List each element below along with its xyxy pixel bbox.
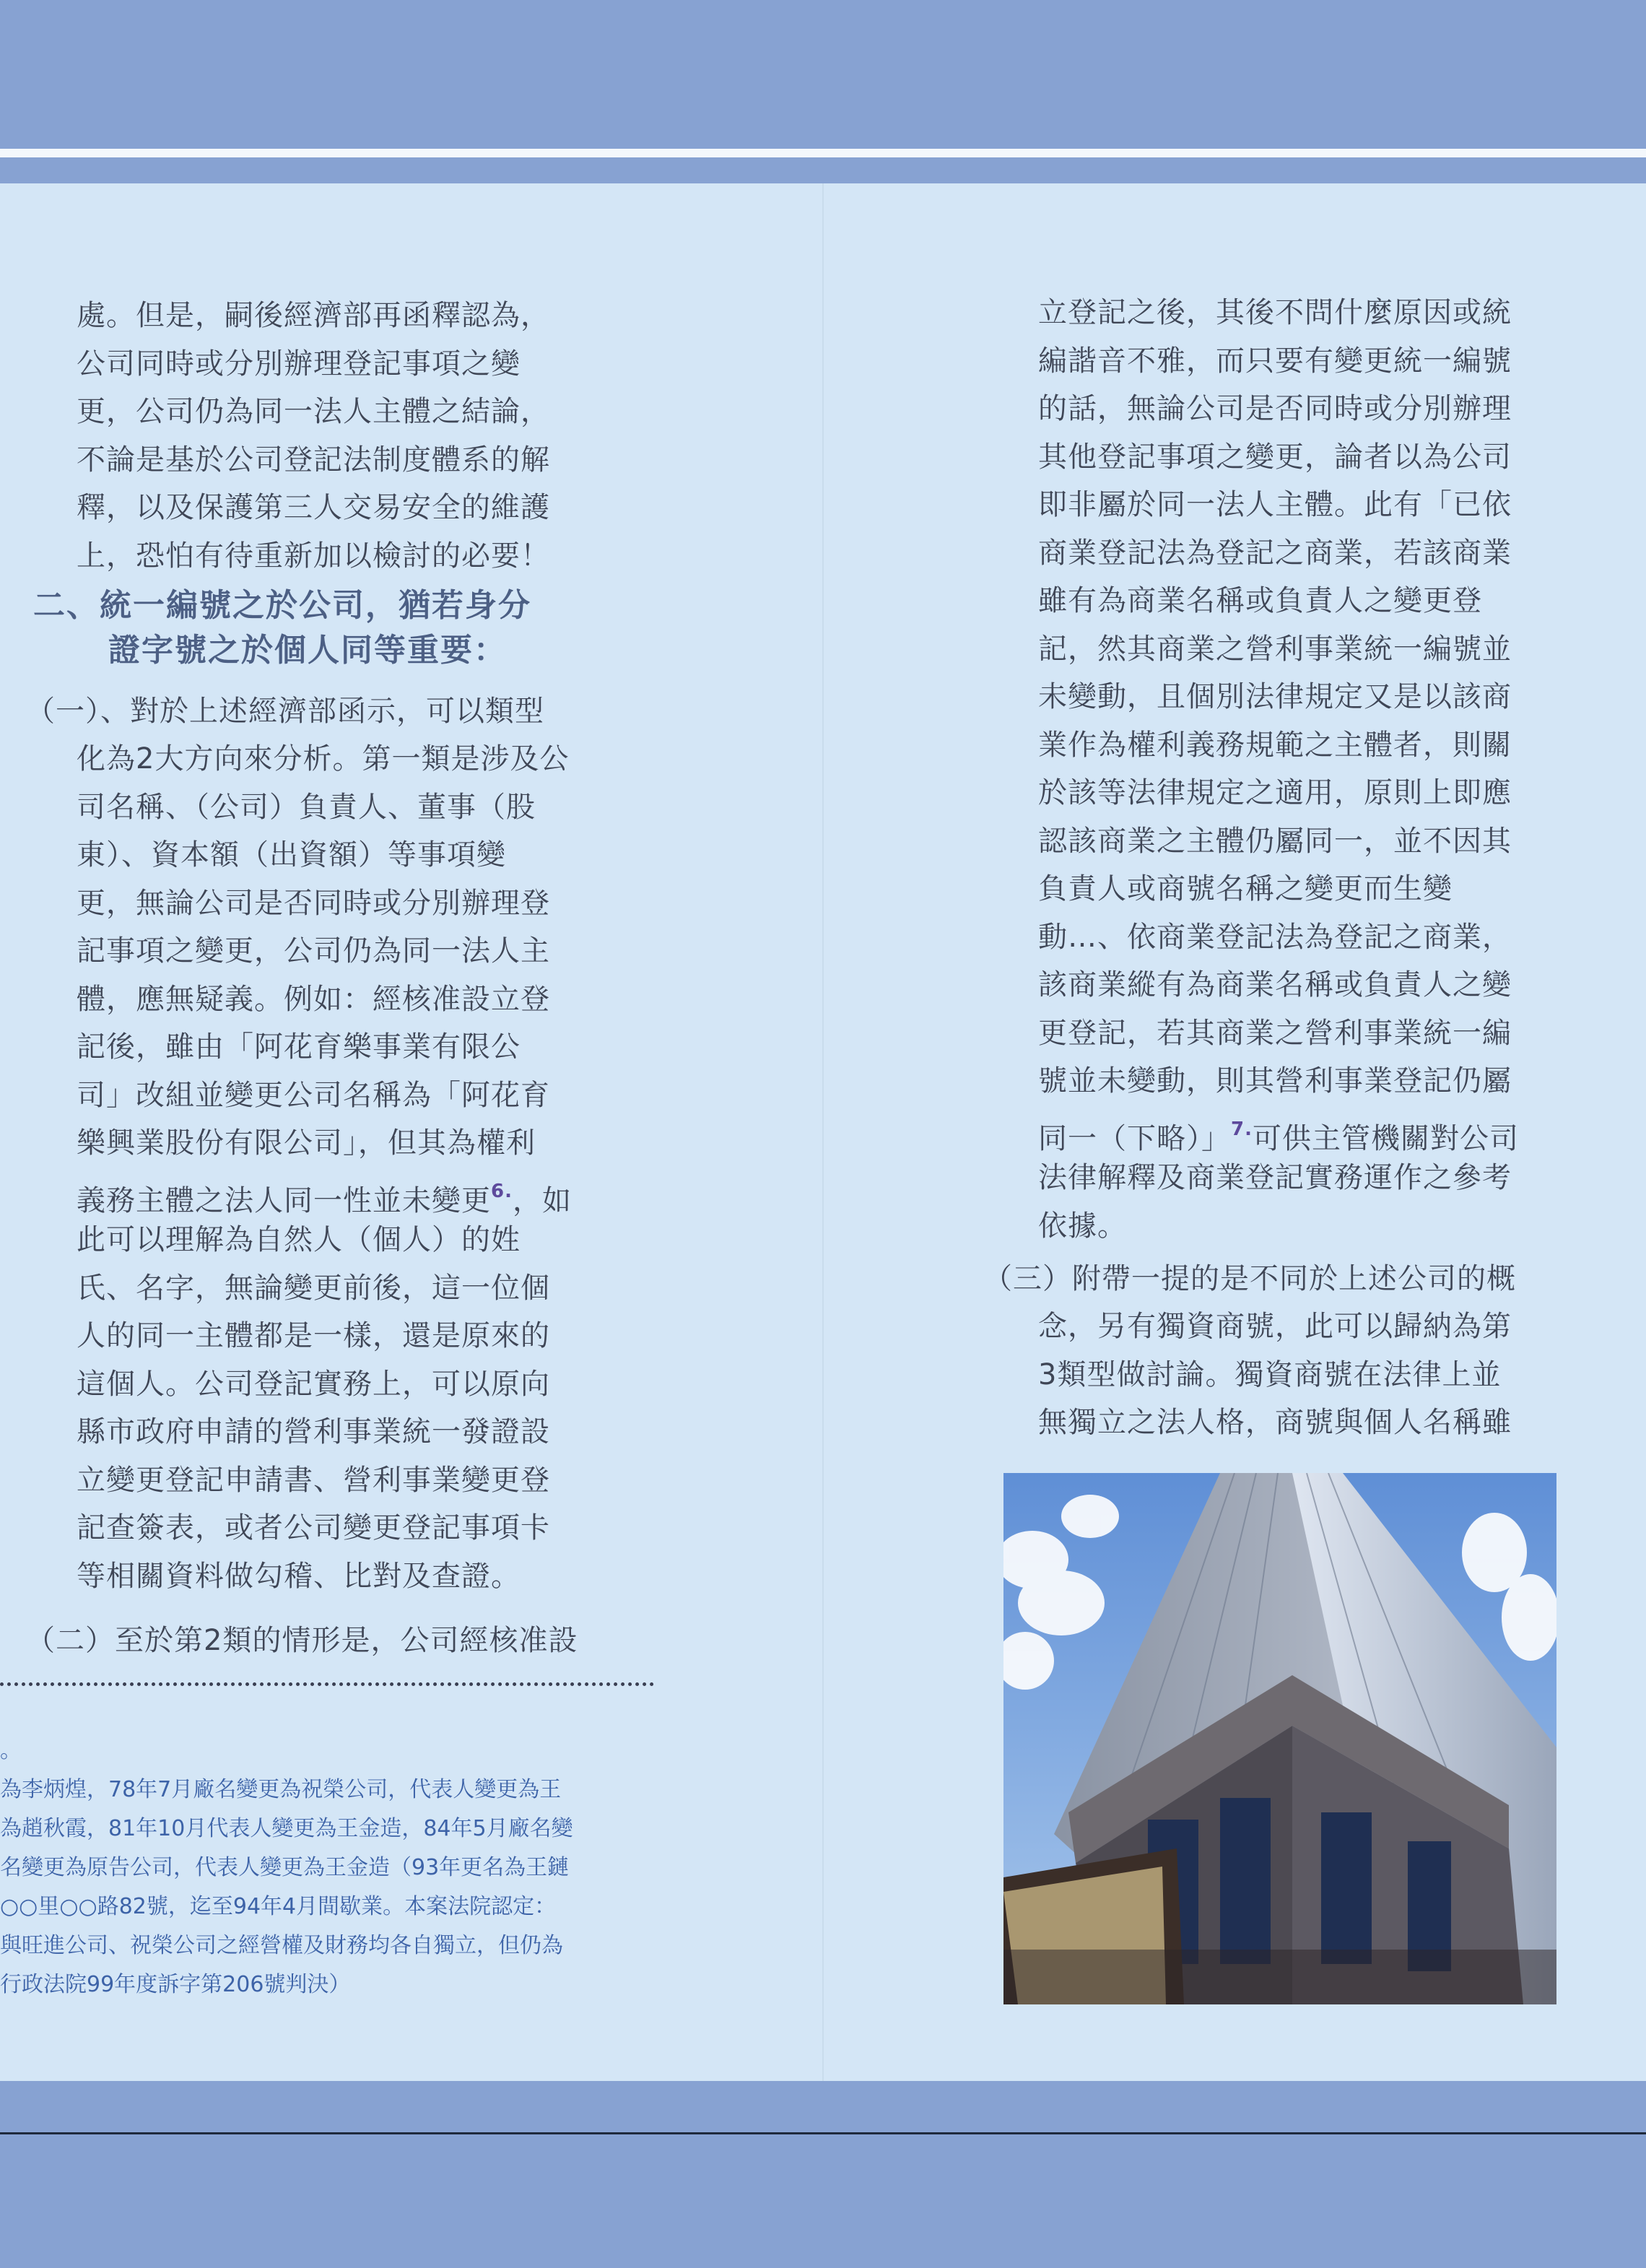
item-3-body	[1038, 1303, 1512, 1447]
text-line: 未變動，且個別法律規定又是以該商	[1038, 680, 1512, 713]
text-line: ○○里○○路82號，迄至94年4月間歇業。本案法院認定：	[0, 1894, 557, 1919]
skyscraper-photo	[1003, 1473, 1556, 2004]
text-line: 名變更為原告公司，代表人變更為王金造（93年更名為王鏈	[0, 1855, 570, 1880]
text-line: 此可以理解為自然人（個人）的姓	[77, 1223, 521, 1256]
text-line: 記查簽表，或者公司變更登記事項卡	[77, 1511, 550, 1544]
text-line: 與旺進公司、祝榮公司之經營權及財務均各自獨立，但仍為	[0, 1933, 563, 1958]
text-line: 號並未變動，則其營利事業登記仍屬	[1038, 1064, 1512, 1098]
text-line: 更登記，若其商業之營利事業統一編	[1038, 1016, 1512, 1050]
text-line: 3類型做討論。獨資商號在法律上並	[1038, 1357, 1502, 1391]
text-line: 樂興業股份有限公司」，但其為權利	[77, 1126, 536, 1160]
text-line: 業作為權利義務規範之主體者，則關	[1038, 728, 1512, 762]
text-line: 該商業縱有為商業名稱或負責人之變	[1038, 968, 1512, 1002]
item-1-body-a	[77, 735, 569, 1168]
text-line: 編諧音不雅，而只要有變更統一編號	[1038, 344, 1512, 378]
page-fold	[822, 183, 824, 2081]
left-intro-paragraph	[77, 292, 550, 580]
item-1-body-b	[77, 1216, 550, 1600]
text-line: 即非屬於同一法人主體。此有「已依	[1038, 488, 1512, 521]
text-line: 這個人。公司登記實務上，可以原向	[77, 1367, 550, 1401]
text-line: 更，無論公司是否同時或分別辦理登	[77, 886, 550, 920]
footer-rule	[0, 2132, 1646, 2134]
item-2-lead: （二）至於第2類的情形是，公司經核准設	[26, 1624, 578, 1657]
fn-line-text: 義務主體之法人同一性並未變更	[77, 1184, 491, 1217]
text-line: 負責人或商號名稱之變更而生變	[1038, 872, 1453, 905]
right-body-b	[1038, 1154, 1512, 1250]
text-line: 於該等法律規定之適用，原則上即應	[1038, 776, 1512, 809]
text-line: 依據。	[1038, 1209, 1127, 1243]
text-line: 立變更登記申請書、營利事業變更登	[77, 1463, 550, 1497]
footer-band	[0, 2081, 1646, 2268]
header-stripe	[0, 149, 1646, 157]
section-heading-line: 證字號之於個人同等重要：	[108, 632, 507, 669]
text-line: 氏、名字，無論變更前後，這一位個	[77, 1271, 550, 1305]
text-line: 為趙秋霞，81年10月代表人變更為王金造，84年5月廠名變	[0, 1816, 573, 1841]
text-line: 等相關資料做勾稽、比對及查證。	[77, 1559, 521, 1593]
text-line: 公司同時或分別辦理登記事項之變	[77, 347, 521, 381]
right-body-a	[1038, 289, 1512, 1105]
item-3-lead: （三）附帶一提的是不同於上述公司的概	[983, 1262, 1516, 1295]
text-line: 法律解釋及商業登記實務運作之參考	[1038, 1161, 1512, 1194]
footnote-marker: 6.	[491, 1181, 513, 1202]
text-line: 為李炳煌，78年7月廠名變更為祝榮公司，代表人變更為王	[0, 1777, 562, 1802]
text-line: 其他登記事項之變更，論者以為公司	[1038, 440, 1512, 474]
text-line: 體，應無疑義。例如：經核准設立登	[77, 982, 550, 1016]
footnote-marker: 7.	[1231, 1118, 1253, 1140]
text-line: 不論是基於公司登記法制度體系的解	[77, 443, 550, 477]
item-1-lead: （一）、對於上述經濟部函示，可以類型	[26, 695, 544, 728]
text-line: 處。但是，嗣後經濟部再函釋認為，	[77, 299, 550, 332]
text-line: 行政法院99年度訴字第206號判決）	[0, 1972, 351, 1997]
text-line: 縣市政府申請的營利事業統一發證設	[77, 1415, 550, 1448]
section-heading	[33, 583, 531, 673]
text-line: 上，恐怕有待重新加以檢討的必要！	[77, 539, 550, 573]
text-line: 念，另有獨資商號，此可以歸納為第	[1038, 1310, 1512, 1343]
text-line: 無獨立之法人格，商號與個人名稱雖	[1038, 1406, 1512, 1439]
text-line: 人的同一主體都是一樣，還是原來的	[77, 1319, 550, 1352]
text-line: 的話，無論公司是否同時或分別辦理	[1038, 392, 1512, 425]
text-line: 東）、資本額（出資額）等事項變	[77, 838, 506, 872]
text-line: 立登記之後，其後不問什麼原因或統	[1038, 296, 1512, 329]
fn-line-text: 同一（下略）」	[1038, 1122, 1231, 1155]
section-heading-line: 二、統一編號之於公司，猶若身分	[33, 587, 531, 624]
header-band-lower	[0, 157, 1646, 183]
text-line: 記，然其商業之營利事業統一編號並	[1038, 632, 1512, 666]
text-line: 認該商業之主體仍屬同一，並不因其	[1038, 824, 1512, 858]
fn-line-text: ，如	[512, 1184, 572, 1217]
header-band	[0, 0, 1646, 149]
text-line: 動…、依商業登記法為登記之商業，	[1038, 920, 1512, 954]
text-line: 司名稱、（公司）負責人、董事（股	[77, 790, 536, 824]
text-line: 記事項之變更，公司仍為同一法人主	[77, 934, 550, 968]
text-line: 雖有為商業名稱或負責人之變更登	[1038, 584, 1482, 617]
footnotes	[0, 1732, 657, 2004]
text-line: 商業登記法為登記之商業，若該商業	[1038, 536, 1512, 570]
text-line: 釋，以及保護第三人交易安全的維護	[77, 491, 550, 524]
text-line: 。	[0, 1738, 22, 1763]
footnote-divider	[0, 1682, 654, 1686]
text-line: 更，公司仍為同一法人主體之結論，	[77, 395, 550, 428]
fn-line-text: 可供主管機關對公司	[1252, 1122, 1519, 1155]
text-line: 化為2大方向來分析。第一類是涉及公	[77, 742, 570, 775]
text-line: 記後，雖由「阿花育樂事業有限公	[77, 1030, 521, 1064]
text-line: 司」改組並變更公司名稱為「阿花育	[77, 1078, 550, 1112]
